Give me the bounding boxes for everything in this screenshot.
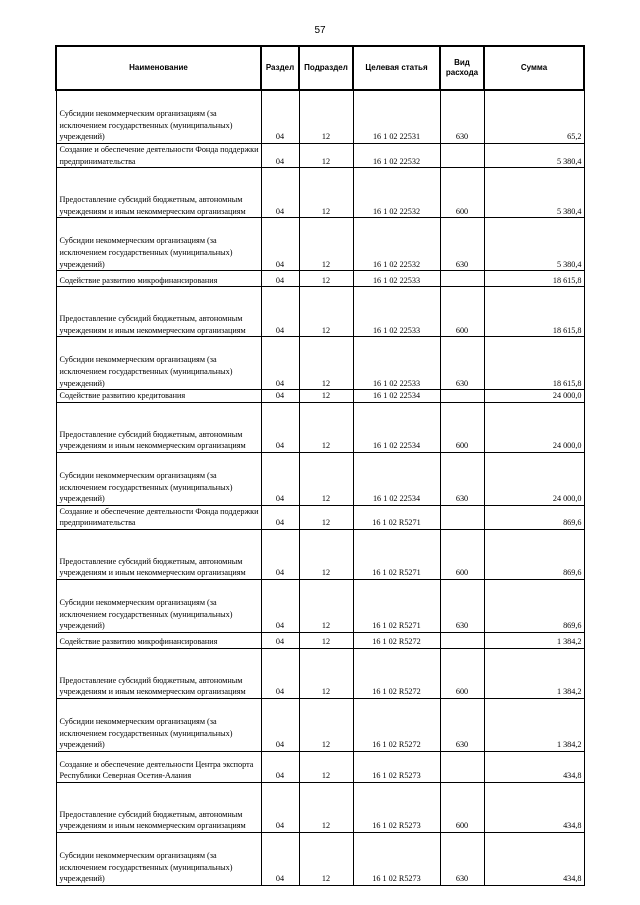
cell-name: Предоставление субсидий бюджетным, автономным учреждениям и иным некоммерческим организациям <box>56 782 261 832</box>
cell-sum: 24 000,0 <box>484 452 584 505</box>
cell-name: Субсидии некоммерческим организациям (за исключением государственных (муниципальных) учреждений) <box>56 832 261 885</box>
cell-type <box>440 271 484 287</box>
cell-name: Предоставление субсидий бюджетным, автономным учреждениям и иным некоммерческим организациям <box>56 529 261 579</box>
cell-subsection: 12 <box>299 782 353 832</box>
cell-type: 630 <box>440 218 484 271</box>
cell-sum: 24 000,0 <box>484 402 584 452</box>
table-row <box>56 632 584 648</box>
cell-subsection: 12 <box>299 402 353 452</box>
budget-table <box>55 45 585 886</box>
cell-name: Субсидии некоммерческим организациям (за исключением государственных (муниципальных) учреждений) <box>56 698 261 751</box>
cell-target: 16 1 02 22533 <box>353 287 440 337</box>
cell-subsection: 12 <box>299 579 353 632</box>
cell-name: Субсидии некоммерческим организациям (за исключением государственных (муниципальных) учреждений) <box>56 90 261 144</box>
table-row <box>56 505 584 529</box>
cell-section: 04 <box>261 402 299 452</box>
table-row <box>56 390 584 403</box>
cell-name: Содействие развитию кредитования <box>56 390 261 403</box>
cell-section: 04 <box>261 632 299 648</box>
cell-type: 600 <box>440 648 484 698</box>
table-row <box>56 271 584 287</box>
cell-sum: 869,6 <box>484 505 584 529</box>
cell-subsection: 12 <box>299 337 353 390</box>
table-row <box>56 90 584 144</box>
cell-section: 04 <box>261 505 299 529</box>
cell-target: 16 1 02 R5272 <box>353 632 440 648</box>
cell-subsection: 12 <box>299 271 353 287</box>
cell-subsection: 12 <box>299 751 353 782</box>
cell-section: 04 <box>261 168 299 218</box>
cell-subsection: 12 <box>299 632 353 648</box>
cell-target: 16 1 02 R5272 <box>353 698 440 751</box>
cell-sum: 434,8 <box>484 782 584 832</box>
table-row <box>56 144 584 168</box>
cell-sum: 5 380,4 <box>484 144 584 168</box>
cell-sum: 5 380,4 <box>484 168 584 218</box>
table-row <box>56 579 584 632</box>
cell-target: 16 1 02 R5271 <box>353 579 440 632</box>
cell-type: 600 <box>440 402 484 452</box>
cell-section: 04 <box>261 751 299 782</box>
cell-subsection: 12 <box>299 168 353 218</box>
cell-type <box>440 505 484 529</box>
cell-section: 04 <box>261 337 299 390</box>
cell-sum: 434,8 <box>484 832 584 885</box>
cell-target: 16 1 02 R5273 <box>353 832 440 885</box>
cell-type: 600 <box>440 287 484 337</box>
cell-section: 04 <box>261 529 299 579</box>
cell-name: Создание и обеспечение деятельности Центра экспорта Республики Северная Осетия-Алания <box>56 751 261 782</box>
table-row <box>56 648 584 698</box>
cell-sum: 1 384,2 <box>484 632 584 648</box>
cell-target: 16 1 02 22533 <box>353 337 440 390</box>
cell-subsection: 12 <box>299 505 353 529</box>
cell-section: 04 <box>261 218 299 271</box>
cell-name: Субсидии некоммерческим организациям (за исключением государственных (муниципальных) учреждений) <box>56 579 261 632</box>
cell-target: 16 1 02 R5273 <box>353 751 440 782</box>
cell-sum: 18 615,8 <box>484 271 584 287</box>
cell-sum: 869,6 <box>484 579 584 632</box>
table-row <box>56 402 584 452</box>
table-body <box>56 90 584 885</box>
cell-name: Предоставление субсидий бюджетным, автономным учреждениям и иным некоммерческим организациям <box>56 168 261 218</box>
cell-name: Предоставление субсидий бюджетным, автономным учреждениям и иным некоммерческим организациям <box>56 287 261 337</box>
cell-target: 16 1 02 R5271 <box>353 505 440 529</box>
cell-name: Содействие развитию микрофинансирования <box>56 271 261 287</box>
cell-target: 16 1 02 R5271 <box>353 529 440 579</box>
cell-target: 16 1 02 22531 <box>353 90 440 144</box>
cell-name: Предоставление субсидий бюджетным, автономным учреждениям и иным некоммерческим организациям <box>56 648 261 698</box>
cell-sum: 18 615,8 <box>484 337 584 390</box>
cell-section: 04 <box>261 832 299 885</box>
cell-type <box>440 632 484 648</box>
cell-sum: 18 615,8 <box>484 287 584 337</box>
cell-type: 630 <box>440 452 484 505</box>
cell-subsection: 12 <box>299 390 353 403</box>
cell-section: 04 <box>261 90 299 144</box>
header-name: Наименование <box>56 46 261 90</box>
cell-section: 04 <box>261 390 299 403</box>
table-row <box>56 782 584 832</box>
cell-target: 16 1 02 22534 <box>353 390 440 403</box>
table-row <box>56 287 584 337</box>
cell-sum: 1 384,2 <box>484 648 584 698</box>
table-row <box>56 218 584 271</box>
cell-subsection: 12 <box>299 648 353 698</box>
table-header <box>56 46 584 90</box>
cell-subsection: 12 <box>299 529 353 579</box>
table-row <box>56 168 584 218</box>
cell-sum: 5 380,4 <box>484 218 584 271</box>
cell-sum: 65,2 <box>484 90 584 144</box>
cell-sum: 869,6 <box>484 529 584 579</box>
table-row <box>56 337 584 390</box>
cell-type: 630 <box>440 698 484 751</box>
header-section: Раздел <box>261 46 299 90</box>
cell-name: Содействие развитию микрофинансирования <box>56 632 261 648</box>
cell-subsection: 12 <box>299 90 353 144</box>
cell-type: 630 <box>440 832 484 885</box>
cell-target: 16 1 02 22533 <box>353 271 440 287</box>
cell-name: Предоставление субсидий бюджетным, автономным учреждениям и иным некоммерческим организациям <box>56 402 261 452</box>
cell-type: 600 <box>440 168 484 218</box>
cell-type: 630 <box>440 337 484 390</box>
cell-type <box>440 144 484 168</box>
table-row <box>56 751 584 782</box>
cell-section: 04 <box>261 144 299 168</box>
cell-type <box>440 390 484 403</box>
cell-subsection: 12 <box>299 698 353 751</box>
cell-subsection: 12 <box>299 452 353 505</box>
cell-target: 16 1 02 22532 <box>353 218 440 271</box>
cell-target: 16 1 02 22532 <box>353 168 440 218</box>
cell-target: 16 1 02 22534 <box>353 402 440 452</box>
cell-name: Субсидии некоммерческим организациям (за исключением государственных (муниципальных) учреждений) <box>56 218 261 271</box>
cell-sum: 24 000,0 <box>484 390 584 403</box>
cell-type: 600 <box>440 529 484 579</box>
cell-section: 04 <box>261 782 299 832</box>
cell-sum: 1 384,2 <box>484 698 584 751</box>
cell-name: Создание и обеспечение деятельности Фонда поддержки предпринимательства <box>56 144 261 168</box>
cell-type: 630 <box>440 90 484 144</box>
table-row <box>56 832 584 885</box>
cell-subsection: 12 <box>299 144 353 168</box>
cell-subsection: 12 <box>299 287 353 337</box>
table-row <box>56 452 584 505</box>
cell-name: Субсидии некоммерческим организациям (за исключением государственных (муниципальных) учреждений) <box>56 452 261 505</box>
page-number: 57 <box>314 25 326 36</box>
header-subsection: Подраздел <box>299 46 353 90</box>
cell-target: 16 1 02 R5273 <box>353 782 440 832</box>
cell-section: 04 <box>261 271 299 287</box>
cell-name: Субсидии некоммерческим организациям (за исключением государственных (муниципальных) учреждений) <box>56 337 261 390</box>
cell-sum: 434,8 <box>484 751 584 782</box>
header-target: Целевая статья <box>353 46 440 90</box>
cell-section: 04 <box>261 287 299 337</box>
cell-section: 04 <box>261 648 299 698</box>
header-type: Вид расхода <box>440 46 484 90</box>
cell-target: 16 1 02 R5272 <box>353 648 440 698</box>
cell-type <box>440 751 484 782</box>
cell-type: 630 <box>440 579 484 632</box>
cell-target: 16 1 02 22534 <box>353 452 440 505</box>
cell-type: 600 <box>440 782 484 832</box>
cell-section: 04 <box>261 698 299 751</box>
cell-section: 04 <box>261 452 299 505</box>
cell-name: Создание и обеспечение деятельности Фонда поддержки предпринимательства <box>56 505 261 529</box>
table-row <box>56 529 584 579</box>
cell-section: 04 <box>261 579 299 632</box>
cell-subsection: 12 <box>299 832 353 885</box>
cell-subsection: 12 <box>299 218 353 271</box>
header-sum: Сумма <box>484 46 584 90</box>
table-row <box>56 698 584 751</box>
cell-target: 16 1 02 22532 <box>353 144 440 168</box>
